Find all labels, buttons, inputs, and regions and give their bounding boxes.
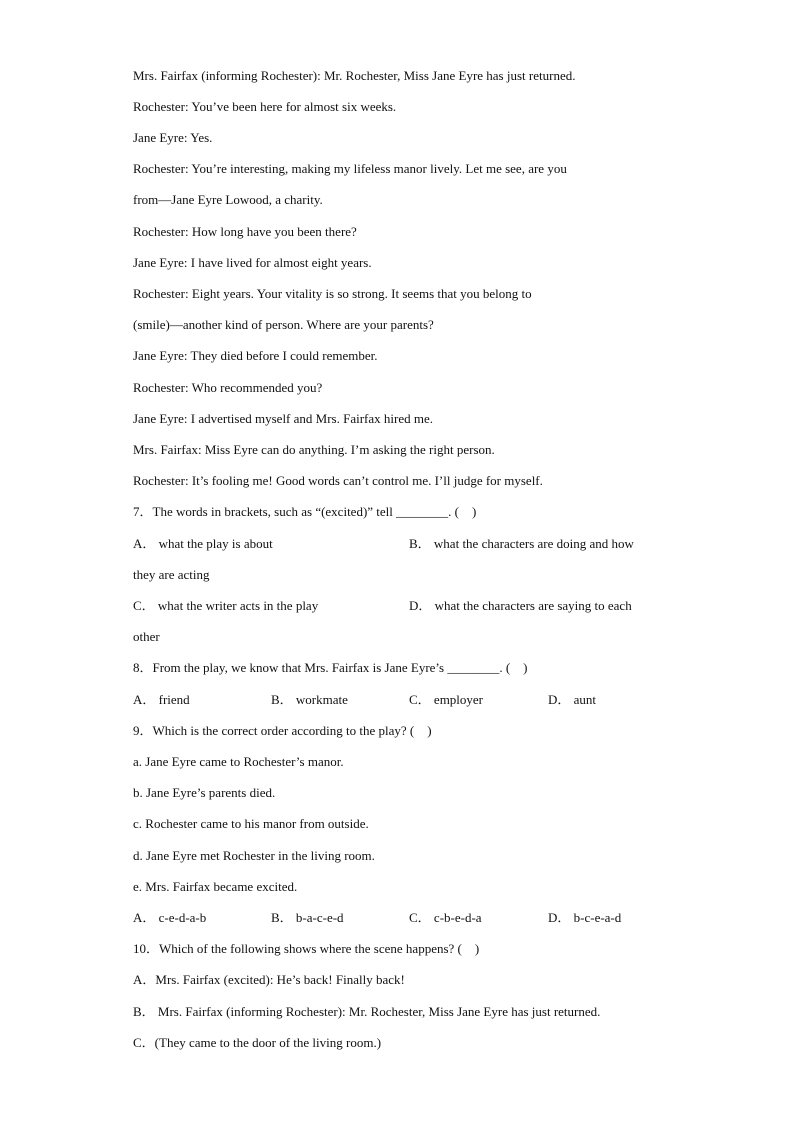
question-9-event: e. Mrs. Fairfax became excited. bbox=[133, 879, 298, 894]
question-8-stem: 8．From the play, we know that Mrs. Fairfax is Jane Eyre’s ________. ( ) bbox=[133, 660, 528, 675]
question-9-event: c. Rochester came to his manor from outside. bbox=[133, 816, 369, 831]
dialogue-line: Rochester: Who recommended you? bbox=[133, 380, 323, 395]
question-10-option-c[interactable]: C．(They came to the door of the living room.) bbox=[133, 1035, 382, 1050]
dialogue-line: Mrs. Fairfax: Miss Eyre can do anything. I’m asking the right person. bbox=[133, 442, 495, 457]
question-8-option-c[interactable]: C． employer bbox=[409, 692, 484, 707]
dialogue-line: Jane Eyre: I have lived for almost eight years. bbox=[133, 255, 372, 270]
question-10-option-b[interactable]: B． Mrs. Fairfax (informing Rochester): Mr. Rochester, Miss Jane Eyre has just returned. bbox=[133, 1004, 601, 1019]
question-9-event: d. Jane Eyre met Rochester in the living room. bbox=[133, 848, 375, 863]
question-9-option-d[interactable]: D． b-c-e-a-d bbox=[548, 910, 622, 925]
question-8-option-a[interactable]: A． friend bbox=[133, 692, 190, 707]
question-9-event: b. Jane Eyre’s parents died. bbox=[133, 785, 276, 800]
dialogue-line: (smile)—another kind of person. Where are your parents? bbox=[133, 317, 434, 332]
question-9-option-a[interactable]: A． c-e-d-a-b bbox=[133, 910, 207, 925]
dialogue-line: Rochester: You’re interesting, making my lifeless manor lively. Let me see, are you bbox=[133, 161, 567, 176]
dialogue-line: Rochester: How long have you been there? bbox=[133, 224, 357, 239]
question-7-stem: 7．The words in brackets, such as “(excited)” tell ________. ( ) bbox=[133, 504, 477, 519]
question-9-stem: 9．Which is the correct order according to the play? ( ) bbox=[133, 723, 432, 738]
dialogue-line: Rochester: You’ve been here for almost six weeks. bbox=[133, 99, 397, 114]
question-10-option-a[interactable]: A．Mrs. Fairfax (excited): He’s back! Finally back! bbox=[133, 972, 405, 987]
dialogue-line: from—Jane Eyre Lowood, a charity. bbox=[133, 192, 323, 207]
question-7-option-d-continued: other bbox=[133, 629, 160, 644]
dialogue-line: Jane Eyre: They died before I could remember. bbox=[133, 348, 378, 363]
question-7-option-a[interactable]: A． what the play is about bbox=[133, 536, 273, 551]
question-7-option-b[interactable]: B． what the characters are doing and how bbox=[409, 536, 634, 551]
dialogue-line: Rochester: Eight years. Your vitality is so strong. It seems that you belong to bbox=[133, 286, 532, 301]
question-9-event: a. Jane Eyre came to Rochester’s manor. bbox=[133, 754, 344, 769]
question-7-option-b-continued: they are acting bbox=[133, 567, 210, 582]
question-8-option-b[interactable]: B． workmate bbox=[271, 692, 348, 707]
question-7-option-d[interactable]: D． what the characters are saying to each bbox=[409, 598, 632, 613]
question-7-option-c[interactable]: C． what the writer acts in the play bbox=[133, 598, 319, 613]
question-8-option-d[interactable]: D． aunt bbox=[548, 692, 597, 707]
dialogue-line: Mrs. Fairfax (informing Rochester): Mr. Rochester, Miss Jane Eyre has just returned. bbox=[133, 68, 576, 83]
question-9-option-b[interactable]: B． b-a-c-e-d bbox=[271, 910, 344, 925]
dialogue-line: Rochester: It’s fooling me! Good words can’t control me. I’ll judge for myself. bbox=[133, 473, 543, 488]
question-10-stem: 10．Which of the following shows where the scene happens? ( ) bbox=[133, 941, 480, 956]
dialogue-line: Jane Eyre: Yes. bbox=[133, 130, 213, 145]
dialogue-line: Jane Eyre: I advertised myself and Mrs. Fairfax hired me. bbox=[133, 411, 433, 426]
question-9-option-c[interactable]: C． c-b-e-d-a bbox=[409, 910, 482, 925]
